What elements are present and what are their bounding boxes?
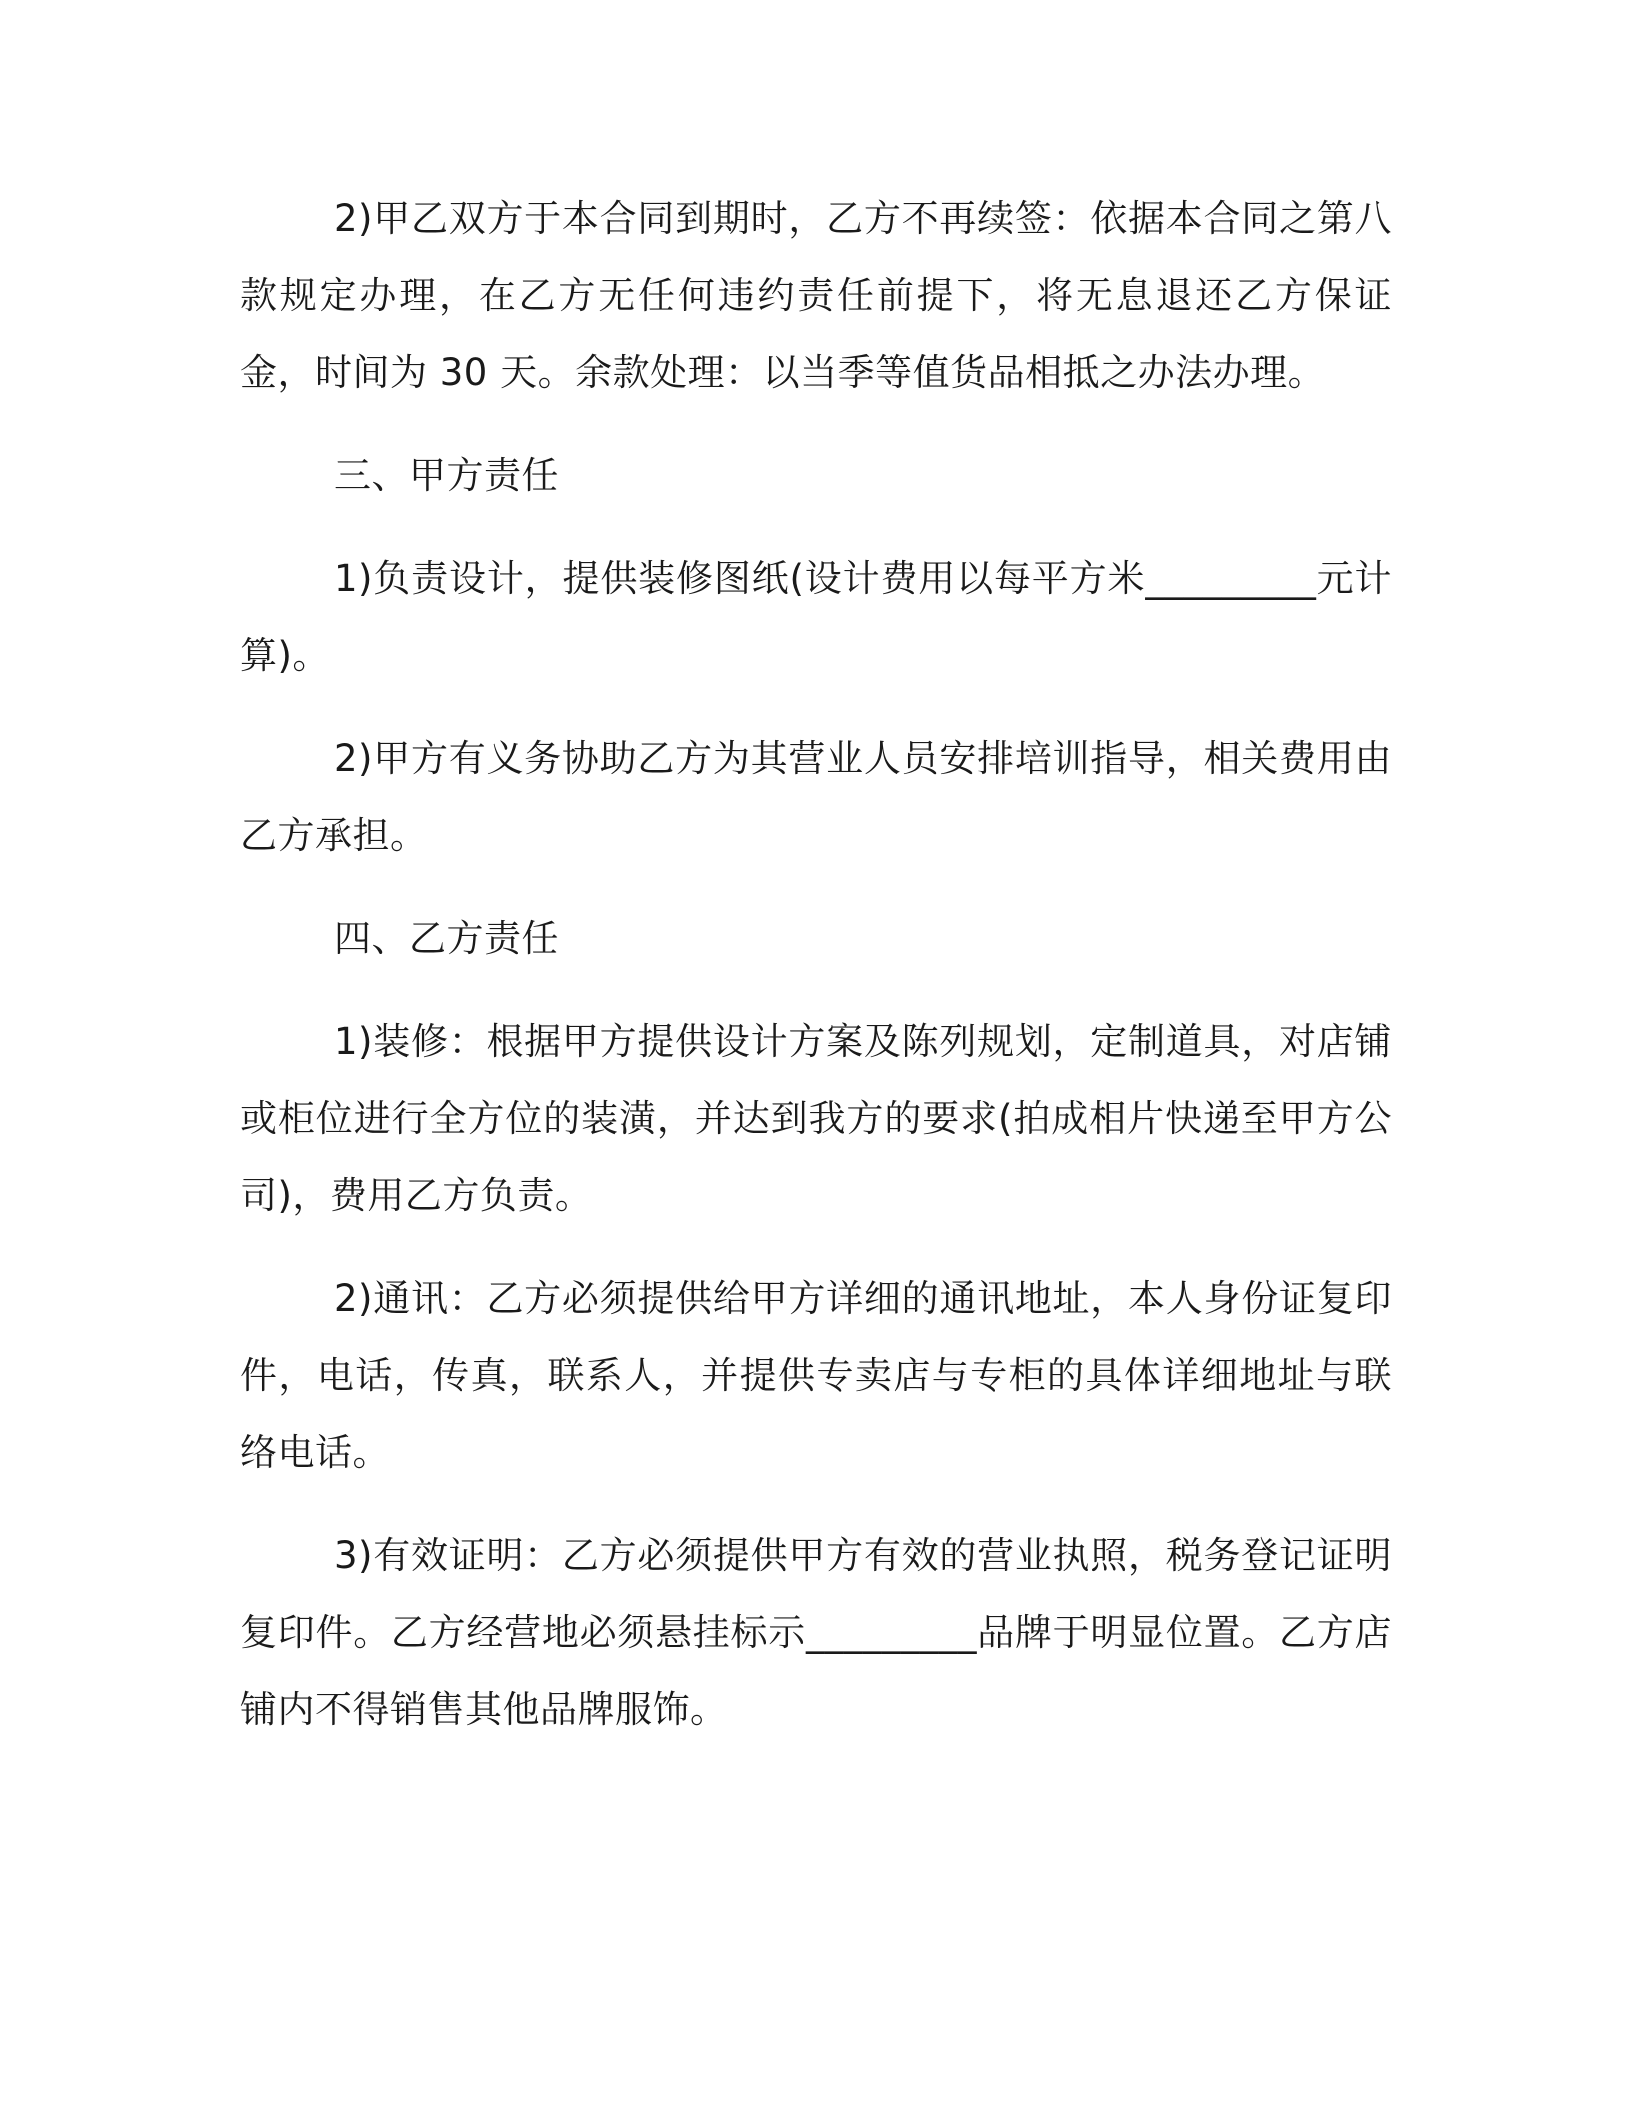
- document-page: [240, 180, 1392, 1774]
- paragraph-training: 2)甲方有义务协助乙方为其营业人员安排培训指导，相关费用由乙方承担。: [240, 737, 1392, 857]
- paragraph-communication: 2)通讯：乙方必须提供给甲方详细的通讯地址，本人身份证复印件，电话，传真，联系人，并提供专卖店与专柜的具体详细地址与联络电话。: [240, 1277, 1392, 1474]
- paragraph-design: 1)负责设计，提供装修图纸(设计费用以每平方米_________元计算)。: [240, 557, 1392, 677]
- paragraph-expiry-refund: 2)甲乙双方于本合同到期时，乙方不再续签：依据本合同之第八款规定办理，在乙方无任何违约责任前提下，将无息退还乙方保证金，时间为 30 天。余款处理：以当季等值货品相抵之办法办理。: [240, 197, 1392, 394]
- paragraph-decoration: 1)装修：根据甲方提供设计方案及陈列规划，定制道具，对店铺或柜位进行全方位的装潢，并达到我方的要求(拍成相片快递至甲方公司)，费用乙方负责。: [240, 1020, 1392, 1217]
- section-heading-party-b: 四、乙方责任: [334, 917, 559, 960]
- paragraph-valid-certificate: 3)有效证明：乙方必须提供甲方有效的营业执照，税务登记证明复印件。乙方经营地必须悬挂标示_________品牌于明显位置。乙方店铺内不得销售其他品牌服饰。: [240, 1534, 1392, 1731]
- section-heading-party-a: 三、甲方责任: [334, 454, 559, 497]
